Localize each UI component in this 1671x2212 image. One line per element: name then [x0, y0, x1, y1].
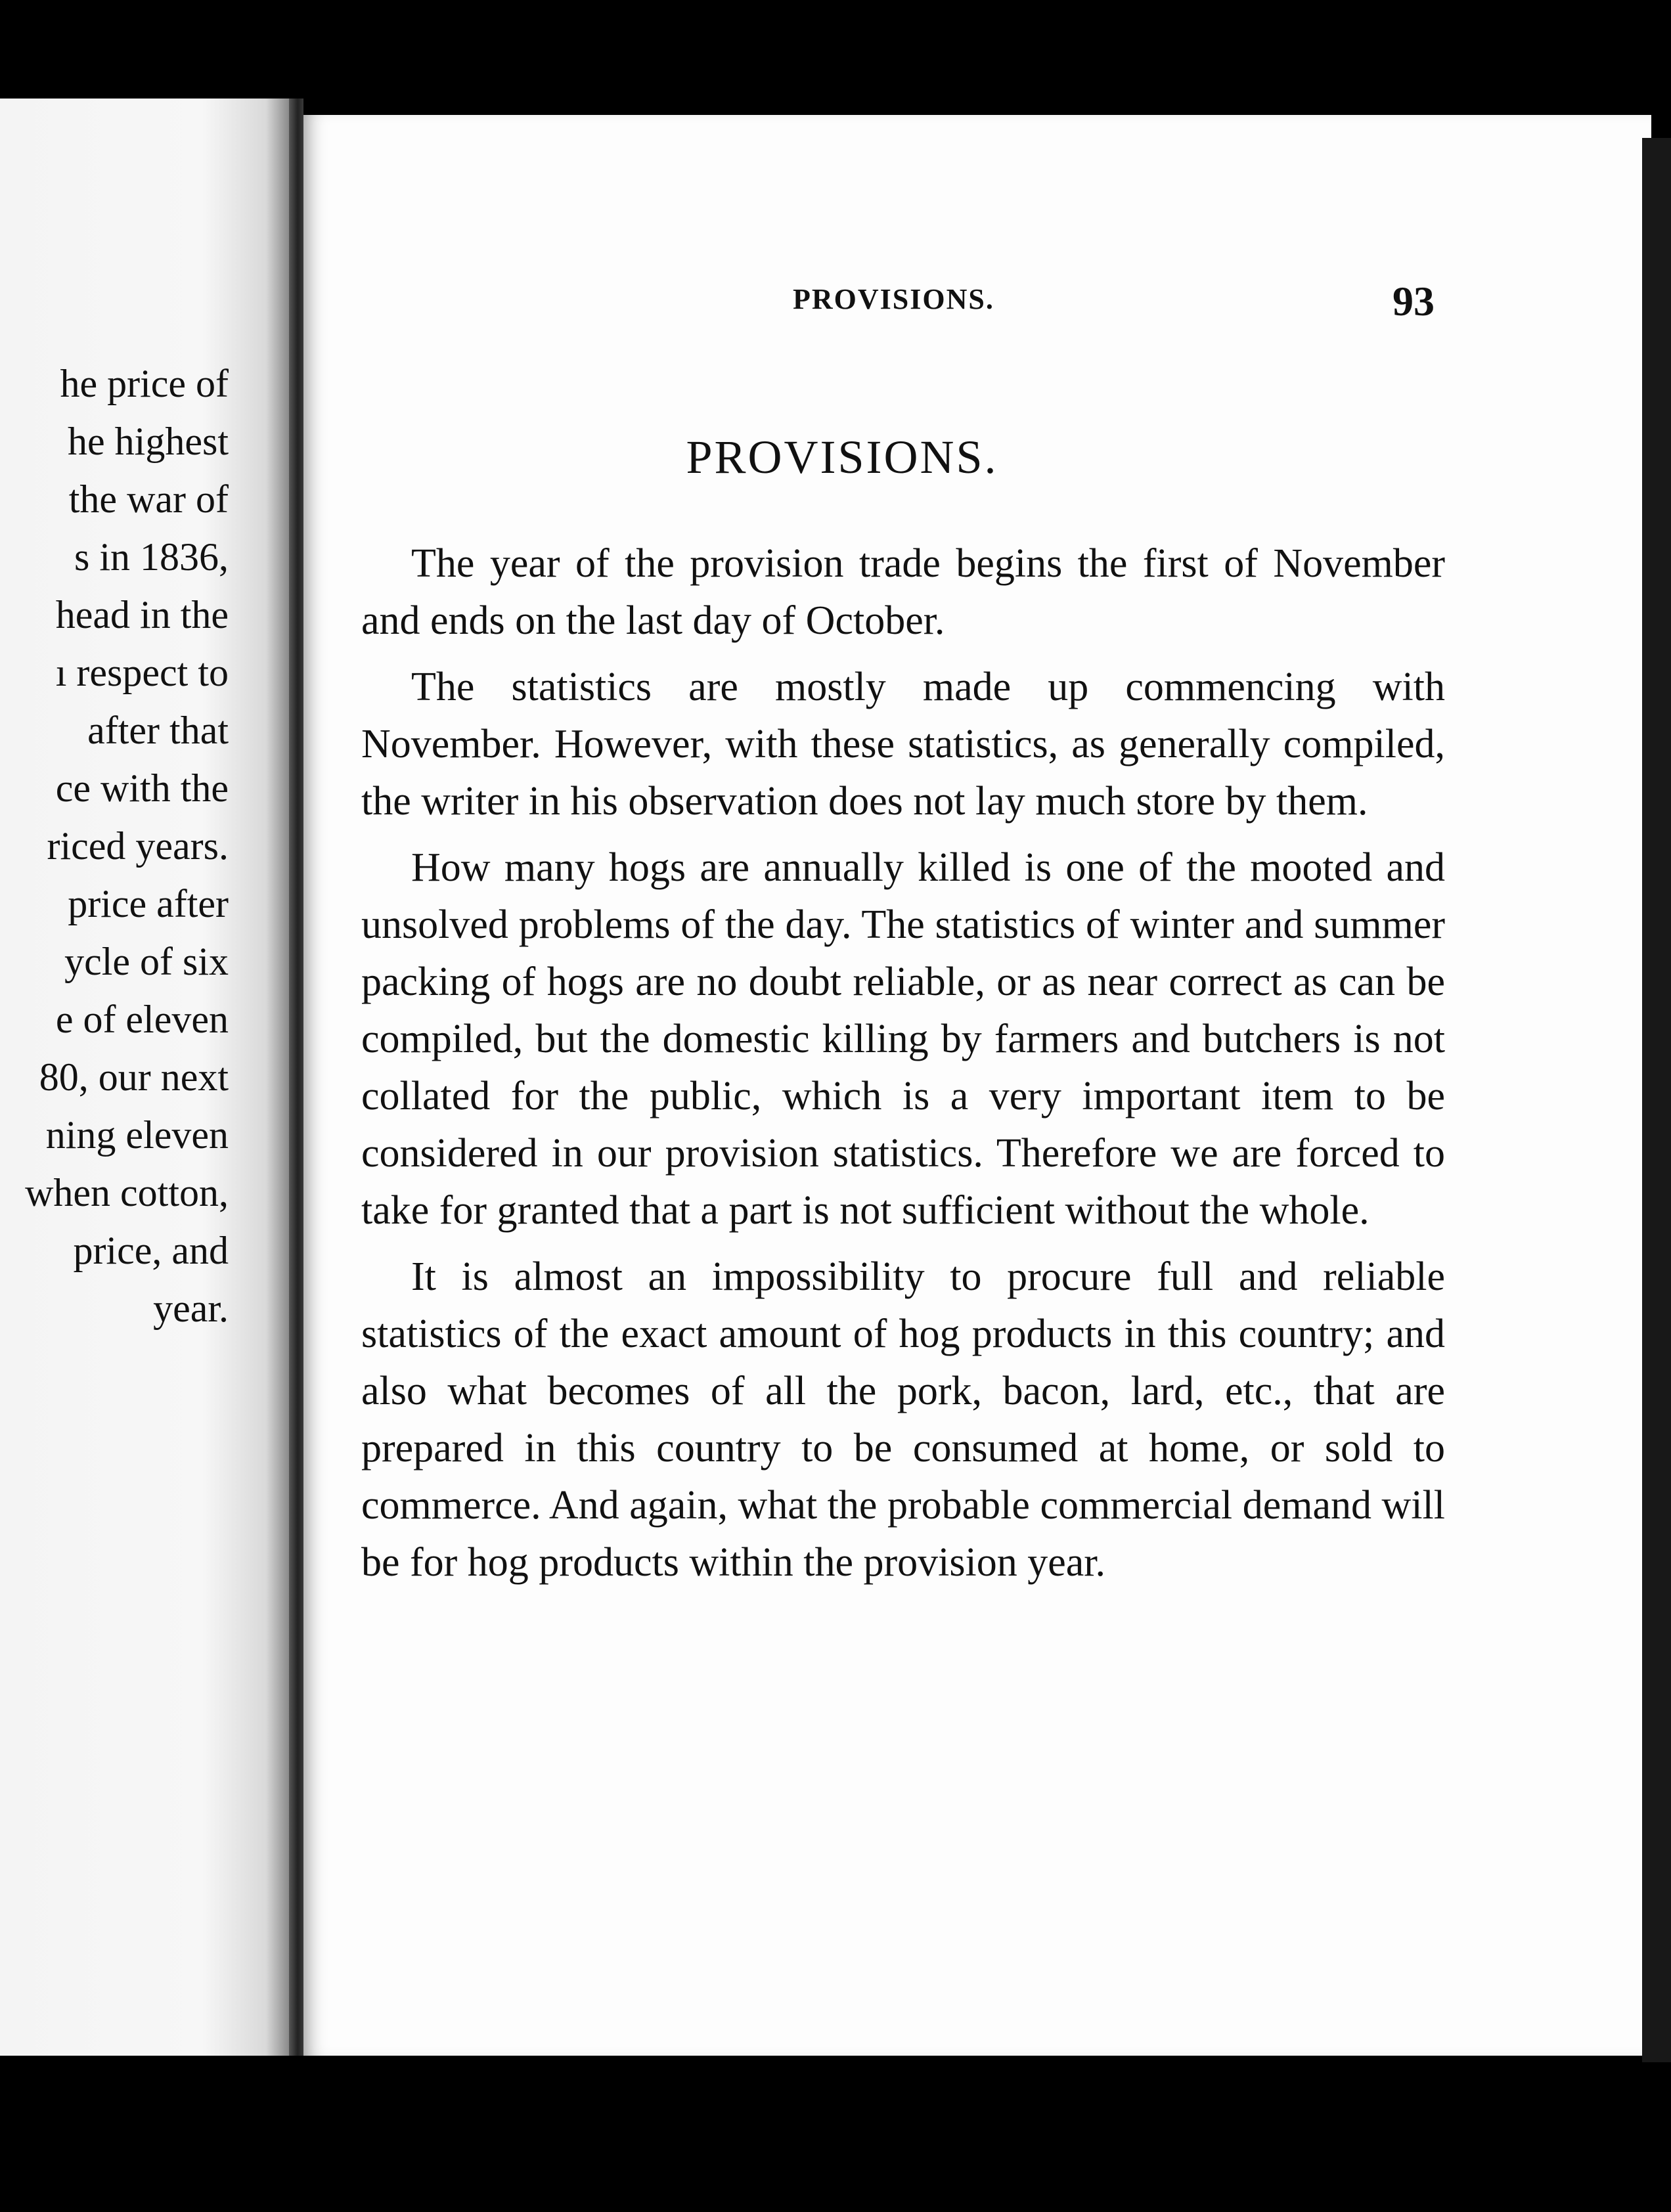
- previous-page-text: [0, 355, 229, 1337]
- text-line: he highest: [68, 420, 229, 463]
- text-line: after that: [87, 709, 229, 752]
- text-line: 80, our next: [39, 1055, 229, 1099]
- running-title: PROVISIONS.: [793, 283, 994, 315]
- paragraph: The year of the provision trade begins the first of November and ends on the last day of October.: [361, 541, 1445, 643]
- paragraph: The statistics are mostly made up commencing with November. However, with these statistics, as generally compiled, the writer in his observation does not lay much store by them.: [361, 665, 1445, 824]
- text-line: he price of: [60, 362, 229, 405]
- text-line: year.: [153, 1287, 229, 1330]
- text-line: price, and: [73, 1229, 229, 1272]
- text-line: head in the: [55, 593, 229, 636]
- body-text: [361, 535, 1445, 1601]
- book-gutter: [289, 99, 303, 2056]
- text-line: the war of: [68, 477, 229, 521]
- text-line: ycle of six: [64, 940, 229, 983]
- book-cover-edge: [1642, 138, 1671, 2062]
- text-line: e of eleven: [55, 998, 229, 1041]
- text-line: s in 1836,: [74, 535, 229, 579]
- previous-page-fragment: [0, 99, 289, 2056]
- text-line: riced years.: [47, 824, 229, 868]
- text-line: when cotton,: [25, 1171, 229, 1214]
- paragraph: It is almost an impossibility to procure full and reliable statistics of the exact amount of hog products in this country; and also what becomes of all the pork, bacon, lard, etc., that are prepared in this country to be consumed at home, or sold to commerce. And again, what the probable commercial demand will be for hog products within the provision year.: [361, 1254, 1445, 1585]
- page-number: 93: [1392, 278, 1435, 324]
- text-line: ce with the: [55, 766, 229, 810]
- current-page: [303, 115, 1651, 2056]
- text-line: price after: [68, 882, 229, 925]
- chapter-title: PROVISIONS.: [686, 431, 998, 483]
- text-line: ı respect to: [55, 651, 229, 694]
- paragraph: How many hogs are annually killed is one of the mooted and unsolved problems of the day. The statistics of winter and summer packing of hogs are no doubt reliable, or as near correct as can be compiled, but the domestic killing by farmers and butchers is not collated for the public, which is a very important item to be considered in our provision statistics. Therefore we are forced to take for granted that a part is not sufficient without the whole.: [361, 845, 1445, 1233]
- text-line: ning eleven: [45, 1113, 229, 1157]
- running-head: [303, 278, 1651, 335]
